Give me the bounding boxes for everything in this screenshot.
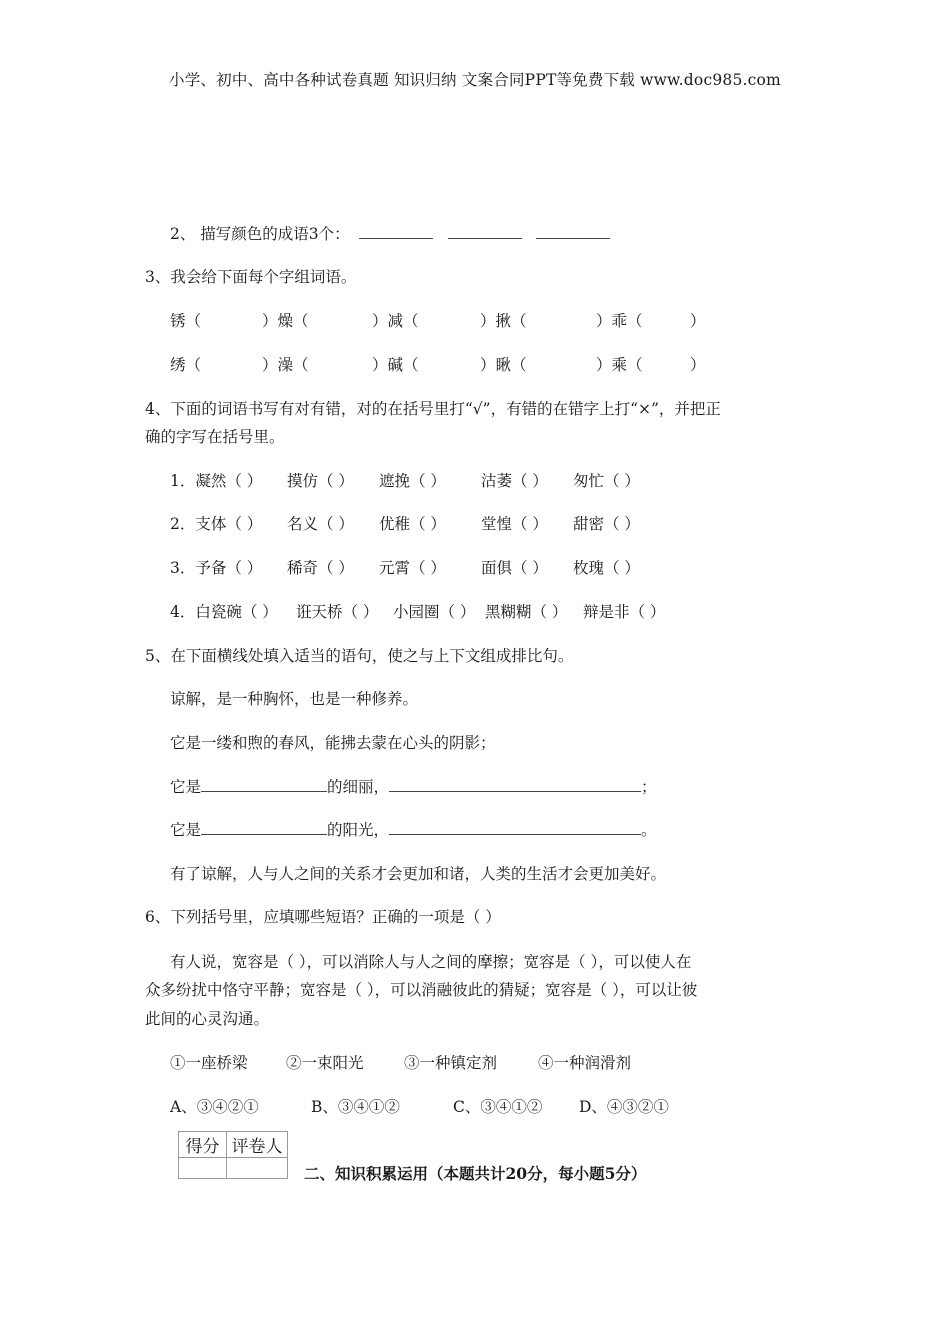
section-2-title: 二、知识积累运用（本题共计20分，每小题5分） — [304, 1164, 647, 1183]
q3-title: 3、我会给下面每个字组词语。 — [145, 268, 357, 286]
q4-r3-c1: 3．予备（ ） — [170, 559, 263, 577]
q5-p5: 有了谅解，人与人之间的关系才会更加和诸，人类的生活才会更加美好。 — [170, 865, 667, 883]
q6-item-1: ①一座桥梁 — [170, 1054, 248, 1072]
q2-blank-3[interactable] — [536, 224, 610, 239]
q3-r1-c5: ）乖（ — [596, 312, 643, 330]
q4-r3-c2: 稀奇（ ） — [287, 559, 354, 577]
grader-cell[interactable] — [227, 1158, 288, 1179]
q4-r1-c2: 摸仿（ ） — [287, 472, 354, 490]
q2-line — [170, 222, 610, 244]
q5-p4-blank-2[interactable] — [389, 820, 641, 835]
q3-r2-c4: ）瞅（ — [480, 356, 527, 374]
q4-line-2: 确的字写在括号里。 — [145, 428, 285, 446]
q6-title: 6、下列括号里，应填哪些短语？正确的一项是（ ） — [145, 908, 501, 926]
score-table — [178, 1131, 288, 1179]
q6-line-1: 有人说，宽容是（ ），可以消除人与人之间的摩擦；宽容是（ ），可以使人在 — [170, 953, 692, 971]
q2-blank-2[interactable] — [448, 224, 522, 239]
q6-choice-a[interactable]: A、③④②① — [170, 1098, 259, 1116]
q5-p4 — [170, 818, 657, 840]
q2-text: 2、 描写颜色的成语3个： — [170, 225, 350, 243]
q6-choice-b[interactable]: B、③④①② — [311, 1098, 400, 1116]
q5-p4-c: 。 — [641, 821, 657, 839]
q5-p1: 谅解，是一种胸怀，也是一种修养。 — [170, 690, 419, 708]
q6-choice-c[interactable]: C、③④①② — [453, 1098, 543, 1116]
q6-line-3: 此间的心灵沟通。 — [145, 1010, 270, 1028]
q4-r2-c1: 2．支体（ ） — [170, 515, 263, 533]
q6-line-2: 众多纷扰中恪守平静；宽容是（ ），可以消融彼此的猜疑；宽容是（ ），可以让彼 — [145, 981, 698, 999]
q4-r2-c3: 优稚（ ） — [379, 515, 446, 533]
q3-r1-c4: ）揪（ — [480, 312, 527, 330]
q4-row-3 — [170, 556, 640, 578]
q3-r1-c2: ）燥（ — [262, 312, 309, 330]
q3-r2-c2: ）澡（ — [262, 356, 309, 374]
q6-choice-d[interactable]: D、④③②① — [579, 1098, 669, 1116]
q6-item-3: ③一种镇定剂 — [404, 1054, 498, 1072]
q3-row-1 — [170, 309, 706, 331]
q6-choices — [170, 1095, 669, 1117]
q5-p3 — [170, 775, 657, 797]
q4-r2-c5: 甜密（ ） — [573, 515, 640, 533]
q4-r2-c2: 名义（ ） — [287, 515, 354, 533]
q4-row-2 — [170, 512, 640, 534]
score-cell[interactable] — [179, 1158, 227, 1179]
q5-p2: 它是一缕和煦的春风，能拂去蒙在心头的阴影； — [170, 734, 496, 752]
q5-title: 5、在下面横线处填入适当的语句，使之与上下文组成排比句。 — [145, 647, 574, 665]
q4-r1-c3: 遮挽（ ） — [379, 472, 446, 490]
q4-r4-c1: 4．白瓷碗（ ） — [170, 603, 278, 621]
q4-r1-c5: 匆忙（ ） — [573, 472, 640, 490]
q5-p4-a: 它是 — [170, 821, 202, 839]
q3-r1-c6: ） — [690, 312, 706, 330]
q4-r3-c5: 枚瑰（ ） — [573, 559, 640, 577]
q4-row-4 — [170, 600, 665, 622]
q5-p4-blank-1[interactable] — [201, 820, 327, 835]
q6-item-4: ④一种润滑剂 — [538, 1054, 632, 1072]
q3-r2-c6: ） — [690, 356, 706, 374]
page-header: 小学、初中、高中各种试卷真题 知识归纳 文案合同PPT等免费下载 www.doc985.com — [169, 71, 781, 89]
q5-p3-c: ； — [641, 778, 657, 796]
q4-r3-c3: 元霄（ ） — [379, 559, 446, 577]
q5-p3-blank-2[interactable] — [389, 777, 641, 792]
q6-item-2: ②一束阳光 — [286, 1054, 364, 1072]
q4-r4-c2: 诳天桥（ ） — [296, 603, 379, 621]
q2-blank-1[interactable] — [359, 224, 433, 239]
q4-line-1: 4、下面的词语书写有对有错，对的在括号里打“√”，有错的在错字上打“×”，并把正 — [145, 400, 721, 418]
q3-r2-c5: ）乘（ — [596, 356, 643, 374]
q5-p3-b: 的细丽， — [327, 778, 390, 796]
q3-r2-c3: ）碱（ — [372, 356, 419, 374]
q5-p3-blank-1[interactable] — [201, 777, 327, 792]
q5-p3-a: 它是 — [170, 778, 202, 796]
q6-items — [170, 1051, 631, 1073]
q3-r2-c1: 绣（ — [170, 356, 202, 374]
q3-r1-c1: 锈（ — [170, 312, 202, 330]
q4-r4-c4: 黑糊糊（ ） — [485, 603, 568, 621]
q4-r1-c4: 沽萎（ ） — [481, 472, 548, 490]
q4-r1-c1: 1．凝然（ ） — [170, 472, 263, 490]
q5-p4-b: 的阳光， — [327, 821, 390, 839]
q3-r1-c3: ）减（ — [372, 312, 419, 330]
q4-r4-c5: 辩是非（ ） — [583, 603, 666, 621]
score-header: 得分 — [179, 1132, 227, 1158]
q4-r4-c3: 小园圈（ ） — [393, 603, 476, 621]
grader-header: 评卷人 — [227, 1132, 288, 1158]
q4-row-1 — [170, 469, 640, 491]
q4-r3-c4: 面俱（ ） — [481, 559, 548, 577]
q3-row-2 — [170, 353, 706, 375]
q4-r2-c4: 堂惶（ ） — [481, 515, 548, 533]
